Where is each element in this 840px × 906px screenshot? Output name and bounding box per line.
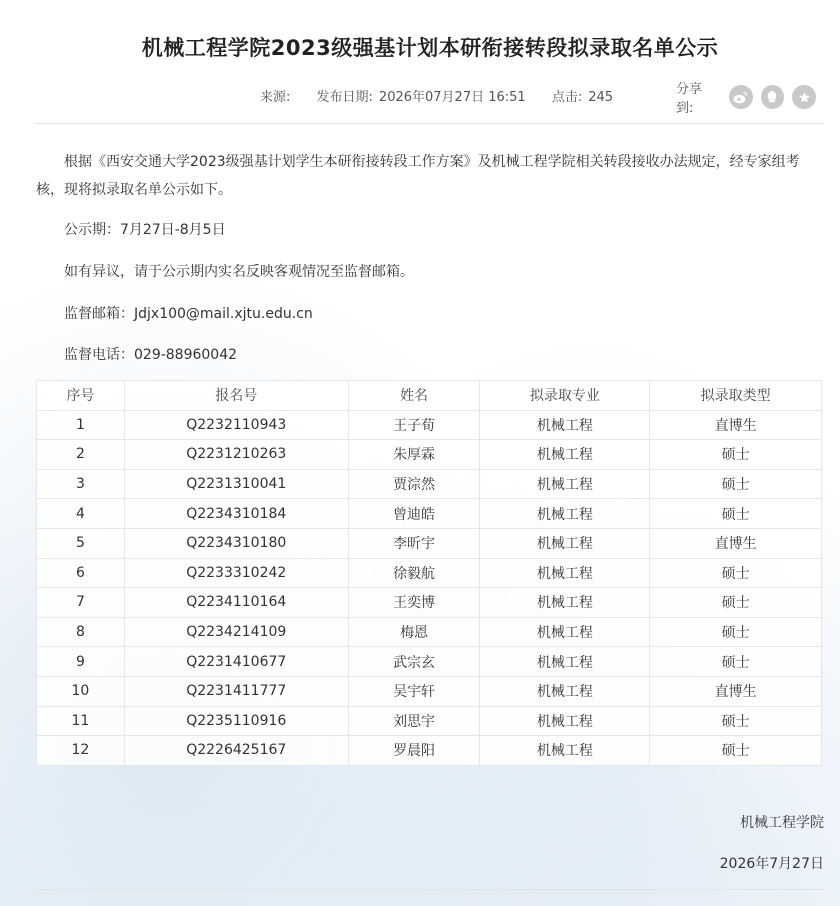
cell-reg-no: Q2231411777 bbox=[124, 676, 348, 706]
cell-name: 刘思宇 bbox=[348, 706, 480, 736]
cell-reg-no: Q2235110916 bbox=[124, 706, 348, 736]
star-icon[interactable] bbox=[792, 85, 816, 109]
signature-date: 2026年7月27日 bbox=[719, 856, 824, 872]
cell-index: 12 bbox=[37, 736, 125, 766]
cell-name: 徐毅航 bbox=[348, 558, 480, 588]
table-row bbox=[37, 706, 822, 736]
date-label: 发布日期: bbox=[316, 90, 373, 105]
table-row bbox=[37, 469, 822, 499]
intro-paragraph: 根据《西安交通大学2023级强基计划学生本研衔接转段工作方案》及机械工程学院相关转段接收办法规定，经专家组考核，现将拟录取名单公示如下。 bbox=[36, 154, 800, 198]
cell-reg-no: Q2231310041 bbox=[124, 469, 348, 499]
col-header-reg-no: 报名号 bbox=[124, 381, 348, 411]
cell-major: 机械工程 bbox=[480, 706, 650, 736]
cell-index: 7 bbox=[37, 588, 125, 618]
cell-index: 8 bbox=[37, 617, 125, 647]
col-header-name: 姓名 bbox=[348, 381, 480, 411]
cell-name: 李昕宇 bbox=[348, 528, 480, 558]
cell-major: 机械工程 bbox=[480, 528, 650, 558]
clicks-value: 245 bbox=[588, 90, 614, 105]
cell-index: 2 bbox=[37, 440, 125, 470]
table-body bbox=[37, 410, 822, 765]
cell-type: 硕士 bbox=[650, 736, 822, 766]
cell-reg-no: Q2231410677 bbox=[124, 647, 348, 677]
cell-type: 直博生 bbox=[650, 410, 822, 440]
weibo-icon[interactable] bbox=[729, 85, 753, 109]
cell-reg-no: Q2232110943 bbox=[124, 410, 348, 440]
cell-reg-no: Q2234214109 bbox=[124, 617, 348, 647]
cell-index: 5 bbox=[37, 528, 125, 558]
cell-major: 机械工程 bbox=[480, 499, 650, 529]
cell-index: 6 bbox=[37, 558, 125, 588]
date-value: 2026年07月27日 16:51 bbox=[378, 90, 526, 105]
col-header-index: 序号 bbox=[37, 381, 125, 411]
cell-type: 硕士 bbox=[650, 440, 822, 470]
cell-reg-no: Q2234310184 bbox=[124, 499, 348, 529]
share-label: 分享到: bbox=[676, 82, 703, 116]
table-row bbox=[37, 588, 822, 618]
article-body bbox=[36, 148, 824, 204]
cell-major: 机械工程 bbox=[480, 736, 650, 766]
cell-name: 王子荀 bbox=[348, 410, 480, 440]
admission-table bbox=[36, 380, 822, 766]
cell-index: 3 bbox=[37, 469, 125, 499]
cell-index: 10 bbox=[37, 676, 125, 706]
cell-type: 硕士 bbox=[650, 706, 822, 736]
table-row bbox=[37, 736, 822, 766]
cell-type: 硕士 bbox=[650, 617, 822, 647]
table-row bbox=[37, 617, 822, 647]
col-header-type: 拟录取类型 bbox=[650, 381, 822, 411]
cell-reg-no: Q2234110164 bbox=[124, 588, 348, 618]
cell-name: 曾迪皓 bbox=[348, 499, 480, 529]
cell-type: 直博生 bbox=[650, 676, 822, 706]
cell-name: 梅恩 bbox=[348, 617, 480, 647]
table-header-row bbox=[37, 381, 822, 411]
table-row bbox=[37, 676, 822, 706]
cell-index: 11 bbox=[37, 706, 125, 736]
cell-major: 机械工程 bbox=[480, 469, 650, 499]
table-row bbox=[37, 647, 822, 677]
cell-major: 机械工程 bbox=[480, 676, 650, 706]
clicks-label: 点击: bbox=[551, 90, 583, 105]
signature-org: 机械工程学院 bbox=[740, 815, 824, 831]
cell-reg-no: Q2226425167 bbox=[124, 736, 348, 766]
table-row bbox=[37, 440, 822, 470]
publicity-period: 公示期：7月27日-8月5日 bbox=[64, 222, 226, 238]
cell-type: 硕士 bbox=[650, 588, 822, 618]
cell-name: 吴宇轩 bbox=[348, 676, 480, 706]
supervision-phone: 监督电话：029-88960042 bbox=[64, 347, 238, 363]
header-divider bbox=[36, 123, 824, 124]
cell-reg-no: Q2234310180 bbox=[124, 528, 348, 558]
supervision-email: 监督邮箱：Jdjx100@mail.xjtu.edu.cn bbox=[64, 306, 313, 322]
cell-index: 1 bbox=[37, 410, 125, 440]
cell-name: 王奕博 bbox=[348, 588, 480, 618]
cell-type: 硕士 bbox=[650, 499, 822, 529]
cell-name: 贾淙然 bbox=[348, 469, 480, 499]
cell-reg-no: Q2231210263 bbox=[124, 440, 348, 470]
objection-note: 如有异议，请于公示期内实名反映客观情况至监督邮箱。 bbox=[64, 264, 414, 280]
cell-name: 朱厚霖 bbox=[348, 440, 480, 470]
footer-divider bbox=[36, 889, 824, 890]
cell-type: 硕士 bbox=[650, 647, 822, 677]
article-meta bbox=[36, 82, 824, 116]
cell-name: 罗晨阳 bbox=[348, 736, 480, 766]
cell-major: 机械工程 bbox=[480, 588, 650, 618]
col-header-major: 拟录取专业 bbox=[480, 381, 650, 411]
table-row bbox=[37, 499, 822, 529]
source-label: 来源: bbox=[260, 90, 291, 105]
page-title: 机械工程学院2023级强基计划本研衔接转段拟录取名单公示 bbox=[141, 36, 719, 60]
cell-major: 机械工程 bbox=[480, 410, 650, 440]
cell-reg-no: Q2233310242 bbox=[124, 558, 348, 588]
cell-major: 机械工程 bbox=[480, 440, 650, 470]
cell-type: 硕士 bbox=[650, 469, 822, 499]
meta-info bbox=[260, 86, 619, 105]
table-row bbox=[37, 410, 822, 440]
cell-index: 4 bbox=[37, 499, 125, 529]
share-bar bbox=[676, 78, 824, 116]
cell-major: 机械工程 bbox=[480, 617, 650, 647]
table-row bbox=[37, 528, 822, 558]
cell-major: 机械工程 bbox=[480, 647, 650, 677]
cell-major: 机械工程 bbox=[480, 558, 650, 588]
cell-type: 直博生 bbox=[650, 528, 822, 558]
qq-icon[interactable] bbox=[761, 85, 785, 109]
table-row bbox=[37, 558, 822, 588]
cell-type: 硕士 bbox=[650, 558, 822, 588]
cell-name: 武宗玄 bbox=[348, 647, 480, 677]
cell-index: 9 bbox=[37, 647, 125, 677]
